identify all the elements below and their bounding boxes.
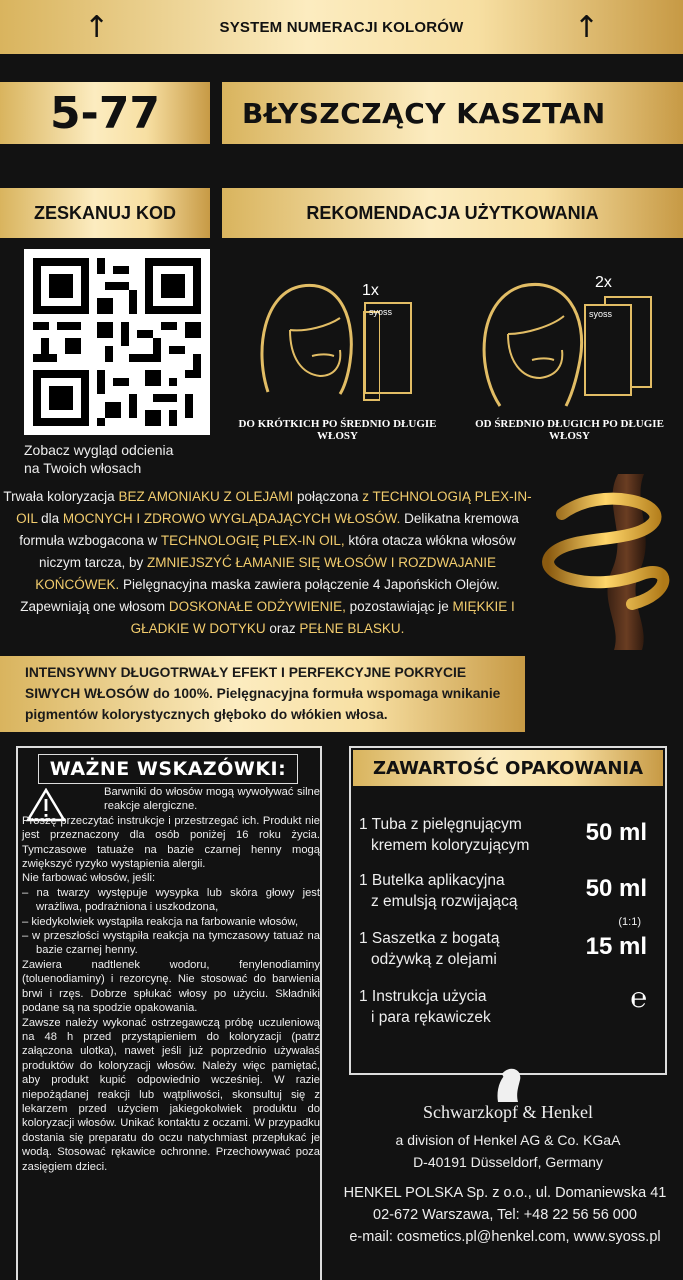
- effect-banner: INTENSYWNY DŁUGOTRWAŁY EFEKT I PERFEKCYJNE POKRYCIE SIWYCH WŁOSÓW do 100%. Pielęgnacyjna formuła wspomaga wnikanie pigmentów kolorystycznych głęboko do włókien włosa.: [0, 656, 525, 732]
- warnings-text: Barwniki do włosów mogą wywoływać silne reakcje alergiczne. Proszę przeczytać instrukcje i przestrzegać ich. Produkt nie jest przeznaczony dla osób poniżej 16 roku życia. Tymczasowe tatuaże na bazie czarnej henny mogą zwiększyć ryzyko wystąpienia alergii. Nie farbować włosów, jeśli: – na twarzy występuje wysypka lub skóra głowy jest wrażliwa, podrażniona i uszkodzona, – kiedykolwiek wystąpiła reakcja na farbowanie włosów, – w przeszłości wystąpiła reakcja na tymczasowy tatuaż na bazie czarnej henny. Zawiera nadtlenek wodoru, fenylenodiaminy (toluenodiaminy) i rezorcynę. Nie stosować do barwienia brwi i rzęs. Dobrze spłukać włosy po użyciu. Składniki podane są na spodzie opakowania. Zawsze należy wykonać ostrzegawczą próbę uczuleniową na 48 h przed przystąpieniem do koloryzacji (patrz załączona ulotka), nawet jeśli już poprzednio używałaś produktów do koloryzacji włosów. Należy więc pamiętać, aby produkt kupić odpowiednio wcześniej. W razie niepożądanej reakcji lub wątpliwości, skonsultuj się z lekarzem przed użyciem jakiegokolwiek produktu do koloryzacji włosów. Unikać kontaktu z oczami. W przypadku dostania się preparatu do oczu natychmiast przepłukać je wodą. Stosować rękawice ochronne. Przechowywać poza zasięgiem dzieci.: [22, 786, 320, 1173]
- qr-code-icon: [33, 258, 201, 426]
- short-hair-icon: [250, 270, 380, 410]
- list-item: 1 Saszetka z bogatą odżywką z olejami 15 ml: [359, 930, 647, 968]
- short-hair-illustration: [250, 270, 370, 410]
- list-item: 1 Tuba z pielęgnującym kremem koloryzującym 50 ml: [359, 816, 647, 854]
- short-hair-caption: DO KRÓTKICH PO ŚREDNIO DŁUGIE WŁOSY: [238, 418, 437, 442]
- scan-code-label: ZESKANUJ KOD: [0, 188, 210, 238]
- short-hair-count: 1x: [362, 282, 379, 299]
- long-hair-count: 2x: [595, 274, 612, 291]
- color-system-bar: [0, 0, 683, 54]
- qr-caption: Zobacz wygląd odcienia na Twoich włosach: [24, 442, 174, 476]
- hair-strand-image: [532, 474, 683, 650]
- long-hair-caption: OD ŚREDNIO DŁUGICH PO DŁUGIE WŁOSY: [475, 418, 664, 442]
- syoss-box-icon: syoss: [364, 302, 412, 394]
- list-item: 1 Instrukcja użycia i para rękawiczek ℮: [359, 983, 647, 1026]
- brand-name: Schwarzkopf & Henkel: [423, 1102, 593, 1122]
- shade-code: 5-77: [0, 82, 210, 144]
- manufacturer-info: a division of Henkel AG & Co. KGaA D-40191 Düsseldorf, Germany: [395, 1132, 621, 1170]
- arrow-up-icon: ↑: [573, 9, 599, 45]
- color-system-title: SYSTEM NUMERACJI KOLORÓW: [219, 18, 464, 36]
- package-contents-title: ZAWARTOŚĆ OPAKOWANIA: [353, 750, 663, 786]
- arrow-up-icon: ↑: [84, 9, 110, 45]
- oil-swirl-icon: [532, 474, 683, 650]
- qr-code[interactable]: [24, 249, 210, 435]
- warnings-title: WAŻNE WSKAZÓWKI:: [38, 754, 298, 784]
- recommendation-label: REKOMENDACJA UŻYTKOWANIA: [222, 188, 683, 238]
- shade-name: BŁYSZCZĄCY KASZTAN: [222, 82, 683, 144]
- list-item: 1 Butelka aplikacyjna z emulsją rozwijającą 50 ml (1:1): [359, 872, 647, 928]
- distributor-info: HENKEL POLSKA Sp. z o.o., ul. Domaniewska 41 02-672 Warszawa, Tel: +48 22 56 56 000 e-mail: cosmetics.pl@henkel.com, www.syoss.pl: [343, 1185, 667, 1245]
- syoss-box-icon: syoss: [584, 304, 632, 396]
- product-description: Trwała koloryzacja BEZ AMONIAKU Z OLEJAMI połączona z TECHNOLOGIĄ PLEX-IN-OIL dla MOCNYCH I ZDROWO WYGLĄDAJĄCYCH WŁOSÓW. Delikatna kremowa formuła wzbogacona w TECHNOLOGIĘ PLEX-IN OIL, która otacza włókna włosów niczym tarcza, by ZMNIEJSZYĆ ŁAMANIE SIĘ WŁOSÓW I ROZDWAJANIE KOŃCÓWEK. Pielęgnacyjna maska zawiera połączenie 4 Japońskich Olejów. Zapewniają one włosom DOSKONAŁE ODŻYWIENIE, pozostawiając je MIĘKKIE I GŁADKIE W DOTYKU oraz PEŁNE BLASKU.: [3, 489, 532, 636]
